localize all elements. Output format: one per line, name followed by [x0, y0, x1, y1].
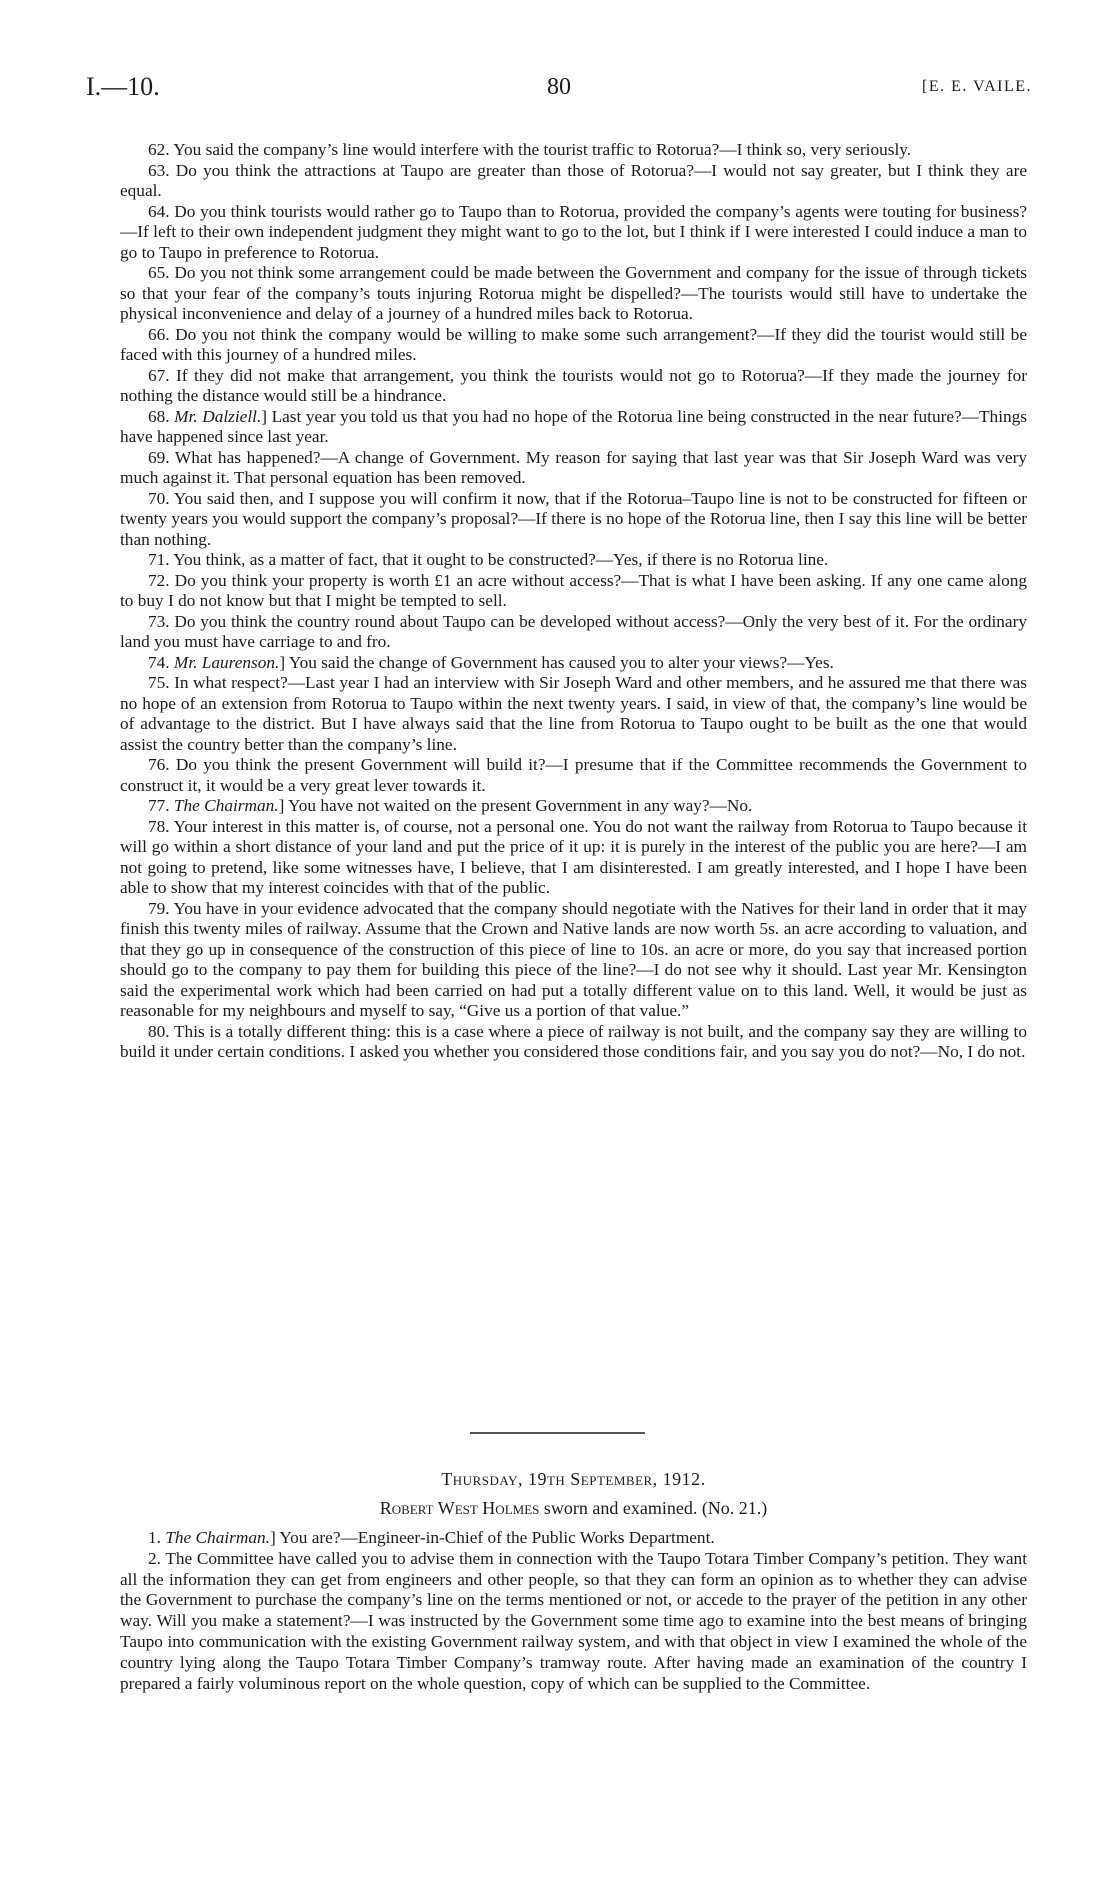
question-68: 68. Mr. Dalziell.] Last year you told us that you had no hope of the Rotorua line being constructed in the near future?—Things have happened since last year.	[120, 406, 1028, 446]
witness-ref: [E. E. VAILE.	[921, 78, 1032, 95]
question-69: 69. What has happened?—A change of Government. My reason for saying that last year was that Sir Joseph Ward was very much against it. That personal equation has been removed.	[120, 447, 1027, 487]
question-76: 76. Do you think the present Government will build it?—I presume that if the Committee recommends the Government to construct it, it would be a very great lever towards it.	[120, 755, 1027, 795]
witness-heading: Robert West Holmes sworn and examined. (No. 21.)	[379, 1498, 768, 1518]
question-77: 77. The Chairman.] You have not waited on the present Government in any way?—No.	[148, 796, 753, 815]
question-74: 74. Mr. Laurenson.] You said the change of Government has caused you to alter your views?—Yes.	[148, 652, 834, 672]
question-62: 62. You said the company’s line would interfere with the tourist traffic to Rotorua?—I think so, very seriously.	[148, 140, 912, 159]
question-80: 80. This is a totally different thing: this is a case where a piece of railway is not built, and the company say they are willing to build it under certain conditions. I asked you whether you considered those conditions fair, and you say you do not?—No, I do not.	[120, 1021, 1027, 1061]
question-75: 75. In what respect?—Last year I had an interview with Sir Joseph Ward and other members, and he assured me that there was no hope of an extension from Rotorua to Taupo within the next twenty years. I said, in view of that, the company’s line would be of advantage to the district. But I have always said that the line from Rotorua to Taupo ought to be built as the one that would assist the country better than the company’s line.	[120, 673, 1027, 754]
speaker-name: Mr. Laurenson.	[173, 652, 280, 672]
speaker-name: Mr. Dalziell.	[174, 406, 262, 426]
evidence-section-1	[120, 140, 1027, 1063]
question-67: 67. If they did not make that arrangement, you think the tourists would not go to Rotorua?—If they made the journey for nothing the distance would still be a hindrance.	[120, 365, 1027, 405]
witness-name: Robert West Holmes	[379, 1498, 540, 1518]
speaker-name: The Chairman.	[165, 1528, 270, 1547]
speaker-name: The Chairman.	[173, 796, 279, 815]
question-65: 65. Do you not think some arrangement could be made between the Government and company for the issue of through tickets so that your fear of the company’s touts injuring Rotorua might be dispelled?—The tourists would still have to undertake the physical inconvenience and delay of a journey of a hundred miles back to Rotorua.	[120, 263, 1027, 323]
page-header	[86, 72, 1032, 112]
question-70: 70. You said then, and I suppose you will confirm it now, that if the Rotorua–Taupo line is not to be constructed for fifteen or twenty years you would support the company’s proposal?—If there is no hope of the Rotorua line, then I say this line will be better than nothing.	[120, 488, 1027, 549]
session-date: Thursday, 19th September, 1912.	[441, 1469, 706, 1489]
question-78: 78. Your interest in this matter is, of course, not a personal one. You do not want the railway from Rotorua to Taupo because it will go within a short distance of your land and put the price of it up: it is purely in the interest of the public you are here?—I am not going to pretend, like some witnesses have, I believe, that I am disinterested. I am greatly interested, and I hope I have been able to show that my interest coincides with that of the public.	[120, 816, 1027, 897]
question-73: 73. Do you think the country round about Taupo can be developed without access?—Only the very best of it. For the ordinary land you must have carriage to and fro.	[120, 611, 1027, 651]
question-2: 2. The Committee have called you to advise them in connection with the Taupo Totara Timber Company’s petition. They want all the information they can get from engineers and other people, so that they can form an opinion as to whether they can advise the Government to purchase the company’s line on the terms mentioned or not, or accede to the prayer of the petition in any other way. Will you make a statement?—I was instructed by the Government some time ago to examine into the best means of bringing Taupo into communication with the existing Government railway system, and with that object in view I examined the whole of the country lying along the Taupo Totara Timber Company’s tramway route. After having made an examination of the country I prepared a fairly voluminous report on the whole question, copy of which can be supplied to the Committee.	[120, 1548, 1027, 1693]
evidence-section-2	[120, 1469, 1027, 1694]
question-63: 63. Do you think the attractions at Taupo are greater than those of Rotorua?—I would not say greater, but I think they are equal.	[120, 160, 1027, 200]
question-66: 66. Do you not think the company would be willing to make some such arrangement?—If they did the tourist would still be faced with this journey of a hundred miles.	[120, 324, 1027, 364]
question-1: 1. The Chairman.] You are?—Engineer-in-Chief of the Public Works Department.	[148, 1528, 715, 1547]
page-number: 80	[547, 74, 571, 100]
parliamentary-paper-ref: I.—10.	[86, 72, 160, 101]
question-79: 79. You have in your evidence advocated that the company should negotiate with the Natives for their land in order that it may finish this twenty miles of railway. Assume that the Crown and Native lands are now worth 5s. an acre according to valuation, and that they go up in consequence of the construction of this piece of line to 10s. an acre or more, do you say that increased portion should go to the company to pay them for building this piece of the line?—I do not see why it should. Last year Mr. Kensington said the experimental work which had been carried on had put a totally different value on to this land. Well, it would be just as reasonable for my neighbours and myself to say, “Give us a portion of that value.”	[120, 898, 1027, 1020]
question-72: 72. Do you think your property is worth £1 an acre without access?—That is what I have been asking. If any one came along to buy I do not know but that I might be tempted to sell.	[120, 570, 1027, 610]
question-64: 64. Do you think tourists would rather go to Taupo than to Rotorua, provided the company’s agents were touting for business?—If left to their own independent judgment they might want to go to the lot, but I think if I were interested I could induce a man to go to Taupo in preference to Rotorua.	[120, 201, 1027, 262]
section-divider	[470, 1432, 645, 1434]
question-71: 71. You think, as a matter of fact, that it ought to be constructed?—Yes, if there is no Rotorua line.	[148, 550, 829, 569]
